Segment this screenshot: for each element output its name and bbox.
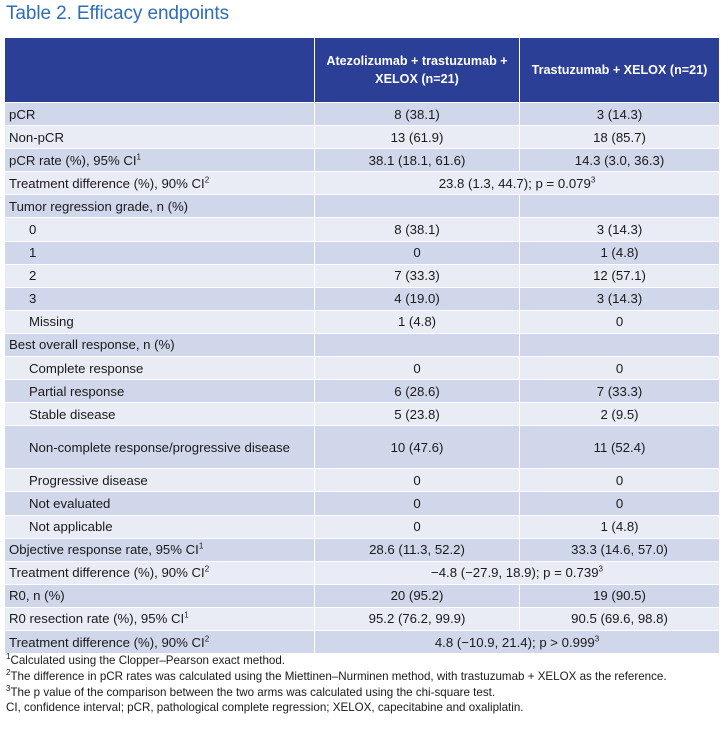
- row-label: [5, 403, 315, 426]
- table-row: [5, 515, 720, 538]
- atezolizumab-arm-value: 5 (23.8): [315, 403, 520, 426]
- row-label: [5, 264, 315, 287]
- row-label: [5, 492, 315, 515]
- treatment-difference-text: −4.8 (−27.9, 18.9); p = 0.739: [431, 565, 599, 581]
- table-row: [5, 561, 720, 584]
- row-label-text: Objective response rate, 95% CI: [9, 542, 199, 558]
- trastuzumab-arm-value: 11 (52.4): [520, 426, 720, 469]
- atezolizumab-arm-value: [315, 195, 520, 218]
- row-label-text: Treatment difference (%), 90% CI: [9, 175, 205, 191]
- trastuzumab-arm-value: 0: [520, 469, 720, 492]
- table-row: [5, 584, 720, 607]
- atezolizumab-arm-value: [315, 333, 520, 356]
- table-row: [5, 195, 720, 218]
- table-row: [5, 333, 720, 356]
- footnote-marker: 1: [184, 611, 189, 621]
- atezolizumab-arm-value: 10 (47.6): [315, 426, 520, 469]
- row-label: [5, 469, 315, 492]
- row-label-text: Complete response: [29, 360, 144, 376]
- footnote-marker: 1: [6, 652, 11, 662]
- treatment-difference-value: [315, 561, 720, 584]
- trastuzumab-arm-value: 3 (14.3): [520, 103, 720, 126]
- trastuzumab-arm-value: 2 (9.5): [520, 403, 720, 426]
- footnote-text: Calculated using the Clopper–Pearson exact method.: [10, 654, 286, 667]
- atezolizumab-arm-value: 4 (19.0): [315, 287, 520, 310]
- table-title: Table 2. Efficacy endpoints: [6, 3, 229, 24]
- footnote-text: The difference in pCR rates was calculated using the Miettinen–Nurminen method, with trastuzumab + XELOX as the reference.: [10, 669, 667, 683]
- table-row: [5, 172, 720, 195]
- row-label-text: Stable disease: [29, 406, 116, 422]
- atezolizumab-arm-value: 13 (61.9): [315, 126, 520, 149]
- trastuzumab-arm-value: 0: [520, 357, 720, 380]
- atezolizumab-arm-value: 0: [315, 469, 520, 492]
- row-label: [5, 287, 315, 310]
- table-row: [5, 287, 720, 310]
- footnote: [6, 653, 718, 669]
- table-row: [5, 103, 720, 126]
- trastuzumab-arm-value: 14.3 (3.0, 36.3): [520, 149, 720, 172]
- header-atezolizumab-arm-text: Atezolizumab + trastuzumab + XELOX (n=21): [326, 54, 508, 86]
- footnote-marker: 1: [198, 541, 204, 551]
- row-label: [5, 149, 315, 172]
- atezolizumab-arm-value: 1 (4.8): [315, 310, 520, 333]
- trastuzumab-arm-value: 18 (85.7): [520, 126, 720, 149]
- row-label-text: Non-pCR: [9, 129, 64, 145]
- treatment-difference-text: 23.8 (1.3, 44.7); p = 0.079: [438, 175, 591, 191]
- footnote: [6, 669, 718, 685]
- row-label: [5, 357, 315, 380]
- row-label: [5, 426, 315, 469]
- row-label-text: 2: [29, 268, 37, 284]
- trastuzumab-arm-value: 1 (4.8): [520, 515, 720, 538]
- table-row: [5, 264, 720, 287]
- row-label-text: 3: [29, 291, 37, 307]
- table-row: [5, 357, 720, 380]
- row-label-text: Not applicable: [29, 519, 113, 535]
- row-label-text: Treatment difference (%), 90% CI: [9, 634, 205, 650]
- treatment-difference-value: [315, 172, 720, 195]
- trastuzumab-arm-value: 90.5 (69.6, 98.8): [520, 607, 720, 630]
- atezolizumab-arm-value: 0: [315, 241, 520, 264]
- efficacy-table: [4, 37, 720, 654]
- header-trastuzumab-arm: [520, 38, 720, 103]
- footnote-marker: 2: [204, 634, 210, 644]
- row-label: [5, 103, 315, 126]
- footnotes: [6, 653, 718, 716]
- footnote-marker: 1: [136, 152, 141, 162]
- trastuzumab-arm-value: 3 (14.3): [520, 287, 720, 310]
- table-header-row: [5, 38, 720, 103]
- trastuzumab-arm-value: 12 (57.1): [520, 264, 720, 287]
- row-label: [5, 561, 315, 584]
- footnote-text: CI, confidence interval; pCR, pathological complete regression; XELOX, capecitabine and oxaliplatin.: [6, 701, 524, 715]
- footnote-marker: 3: [6, 683, 11, 693]
- table-row: [5, 607, 720, 630]
- table-row: [5, 469, 720, 492]
- table-row: [5, 426, 720, 469]
- row-label: [5, 126, 315, 149]
- row-label: [5, 218, 315, 241]
- footnote: [6, 685, 718, 701]
- footnote-marker: 2: [204, 564, 210, 574]
- atezolizumab-arm-value: 0: [315, 515, 520, 538]
- row-label: [5, 172, 315, 195]
- row-label-text: Progressive disease: [29, 472, 148, 488]
- row-label: [5, 333, 315, 356]
- trastuzumab-arm-value: [520, 195, 720, 218]
- row-label-text: Missing: [29, 314, 74, 330]
- row-label-text: Partial response: [29, 383, 125, 399]
- row-label-text: Not evaluated: [29, 495, 111, 511]
- row-label: [5, 241, 315, 264]
- table-row: [5, 218, 720, 241]
- trastuzumab-arm-value: 7 (33.3): [520, 380, 720, 403]
- table-row: [5, 241, 720, 264]
- row-label: [5, 607, 315, 630]
- table-row: [5, 380, 720, 403]
- footnote-marker: 2: [6, 667, 11, 677]
- atezolizumab-arm-value: 95.2 (76.2, 99.9): [315, 607, 520, 630]
- table-row: [5, 403, 720, 426]
- row-label: [5, 538, 315, 561]
- row-label-text: Tumor regression grade, n (%): [9, 198, 189, 214]
- atezolizumab-arm-value: 8 (38.1): [315, 103, 520, 126]
- atezolizumab-arm-value: 20 (95.2): [315, 584, 520, 607]
- table-row: [5, 492, 720, 515]
- treatment-difference-value: [315, 630, 720, 653]
- trastuzumab-arm-value: 33.3 (14.6, 57.0): [520, 538, 720, 561]
- trastuzumab-arm-value: 0: [520, 492, 720, 515]
- row-label-text: 0: [29, 222, 37, 238]
- footnote-marker: 3: [598, 564, 603, 574]
- table-row: [5, 310, 720, 333]
- footnote-text: The p value of the comparison between the two arms was calculated using the chi-square test.: [10, 685, 496, 699]
- atezolizumab-arm-value: 38.1 (18.1, 61.6): [315, 149, 520, 172]
- row-label: [5, 310, 315, 333]
- row-label-text: pCR rate (%), 95% CI: [9, 152, 137, 168]
- atezolizumab-arm-value: 0: [315, 492, 520, 515]
- atezolizumab-arm-value: 6 (28.6): [315, 380, 520, 403]
- atezolizumab-arm-value: 28.6 (11.3, 52.2): [315, 538, 520, 561]
- table-row: [5, 149, 720, 172]
- treatment-difference-text: 4.8 (−10.9, 21.4); p > 0.999: [434, 634, 595, 650]
- row-label: [5, 380, 315, 403]
- row-label-text: Best overall response, n (%): [9, 337, 175, 353]
- header-label-col: [5, 38, 315, 103]
- trastuzumab-arm-value: 0: [520, 310, 720, 333]
- footnote-marker: 3: [594, 634, 600, 644]
- table-row: [5, 538, 720, 561]
- trastuzumab-arm-value: 1 (4.8): [520, 241, 720, 264]
- row-label: [5, 195, 315, 218]
- header-atezolizumab-arm: [315, 38, 520, 103]
- row-label-text: R0 resection rate (%), 95% CI: [9, 611, 185, 627]
- table-body: [5, 103, 720, 654]
- row-label: [5, 515, 315, 538]
- row-label: [5, 630, 315, 653]
- footnote: [6, 700, 718, 716]
- table-row: [5, 630, 720, 653]
- table-row: [5, 126, 720, 149]
- row-label-text: Treatment difference (%), 90% CI: [9, 565, 205, 581]
- row-label-text: 1: [29, 245, 37, 261]
- row-label: [5, 584, 315, 607]
- trastuzumab-arm-value: 19 (90.5): [520, 584, 720, 607]
- footnote-marker: 2: [204, 175, 210, 185]
- atezolizumab-arm-value: 8 (38.1): [315, 218, 520, 241]
- footnote-marker: 3: [590, 175, 596, 185]
- header-trastuzumab-arm-text: Trastuzumab + XELOX (n=21): [531, 63, 708, 77]
- trastuzumab-arm-value: [520, 333, 720, 356]
- atezolizumab-arm-value: 0: [315, 357, 520, 380]
- row-label-text: Non-complete response/progressive disease: [29, 439, 290, 455]
- row-label-text: pCR: [9, 106, 36, 122]
- trastuzumab-arm-value: 3 (14.3): [520, 218, 720, 241]
- atezolizumab-arm-value: 7 (33.3): [315, 264, 520, 287]
- row-label-text: R0, n (%): [9, 588, 65, 604]
